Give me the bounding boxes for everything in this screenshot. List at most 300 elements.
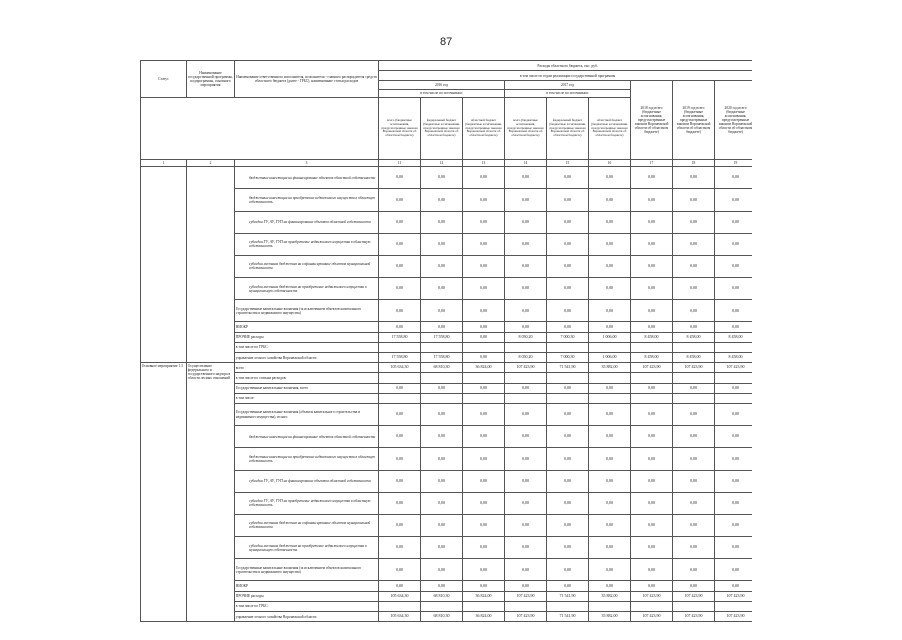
value-cell: 0,00 [463,233,505,255]
value-cell: 0,00 [379,537,421,559]
value-cell: 0,00 [631,448,673,470]
value-cell: 0,00 [379,514,421,536]
value-cell: 0,00 [379,448,421,470]
value-cell: 71 541,90 [547,591,589,601]
column-number: 18 [673,159,715,166]
value-cell [505,342,547,352]
row-label: ПРОЧИЕ расходы [235,591,379,601]
value-cell: 0,00 [421,403,463,425]
value-cell: 0,00 [715,300,753,322]
row-label: в том числе по ГРБС: [235,601,379,611]
budget-table-sheet [140,60,752,626]
value-cell: 0,00 [589,448,631,470]
header-by-year: в том числе по годам реализации государственной программы [379,71,753,81]
value-cell: 0,00 [421,581,463,591]
value-cell: 8 458,00 [673,332,715,342]
value-cell: 0,00 [673,537,715,559]
value-cell: 107 423,90 [631,612,673,622]
value-cell: 0,00 [463,559,505,581]
value-cell: 0,00 [673,300,715,322]
column-number: 17 [631,159,673,166]
value-cell: 0,00 [715,537,753,559]
value-cell: 0,00 [673,278,715,300]
table-row [141,167,753,189]
value-cell: 0,00 [463,581,505,591]
value-cell [379,601,421,611]
value-cell: 8 458,00 [715,332,753,342]
column-number: 11 [379,159,421,166]
value-cell: 71 541,90 [547,363,589,373]
value-cell: 0,00 [505,189,547,211]
header-col-19: 2020 год всего (бюджетные ассигнования, предусмотренные законом Воронежской области об областном бюджете) [715,81,753,160]
value-cell: 0,00 [547,537,589,559]
value-cell: 0,00 [379,403,421,425]
value-cell: 0,00 [463,322,505,332]
row-label: субсидии местным бюджетам на приобретение недвижимого имущества в муниципальную собственность [235,278,379,300]
program-cell-empty [187,167,235,363]
value-cell [589,342,631,352]
value-cell: 0,00 [421,492,463,514]
value-cell: 0,00 [463,426,505,448]
column-number: 1 [141,159,187,166]
value-cell: 0,00 [589,426,631,448]
value-cell: 0,00 [421,255,463,277]
value-cell: 107 423,90 [505,591,547,601]
value-cell: 0,00 [715,581,753,591]
value-cell: 0,00 [505,514,547,536]
value-cell [547,601,589,611]
value-cell: 0,00 [589,211,631,233]
value-cell: 35 882,00 [589,612,631,622]
value-cell: 8 050,20 [505,332,547,342]
value-cell: 0,00 [463,211,505,233]
value-cell: 0,00 [547,470,589,492]
value-cell: 0,00 [547,167,589,189]
value-cell: 0,00 [463,353,505,363]
value-cell: 0,00 [463,514,505,536]
value-cell: 0,00 [505,537,547,559]
value-cell: 0,00 [715,492,753,514]
row-label: бюджетные инвестиции на приобретение недвижимого имущества в областную собственность [235,189,379,211]
value-cell: 0,00 [505,233,547,255]
value-cell: 0,00 [547,403,589,425]
value-cell: 0,00 [715,514,753,536]
value-cell: 0,00 [631,470,673,492]
value-cell [505,373,547,383]
row-label: НИОКР [235,322,379,332]
value-cell: 0,00 [589,403,631,425]
value-cell [505,601,547,611]
value-cell: 0,00 [421,211,463,233]
value-cell: 0,00 [715,448,753,470]
value-cell [379,373,421,383]
header-program: Наименование государственной программы, подпрограммы, основного мероприятия [187,61,235,98]
value-cell: 0,00 [505,470,547,492]
table-row [141,363,753,373]
value-cell: 17 558,80 [379,332,421,342]
value-cell [421,342,463,352]
value-cell: 0,00 [505,167,547,189]
value-cell: 0,00 [673,255,715,277]
row-label: Государственные капитальные вложения (за исключением объектов капитального строительства и недвижимого имущества) [235,559,379,581]
value-cell: 0,00 [379,167,421,189]
row-label: субсидии ГУ, АУ, ГУП на приобретение недвижимого имущества в областную собственность [235,233,379,255]
value-cell: 0,00 [505,426,547,448]
value-cell [421,393,463,403]
value-cell: 107 423,90 [715,591,753,601]
value-cell: 36 824,00 [463,591,505,601]
value-cell: 0,00 [463,255,505,277]
budget-table [140,60,752,622]
header-budget-total: Расходы областного бюджета, тыс. руб. [379,61,753,71]
value-cell [547,373,589,383]
value-cell: 0,00 [715,470,753,492]
value-cell: 0,00 [547,211,589,233]
value-cell: 0,00 [505,255,547,277]
value-cell: 0,00 [589,581,631,591]
value-cell [715,342,753,352]
value-cell: 0,00 [421,322,463,332]
value-cell: 0,00 [463,167,505,189]
value-cell: 0,00 [421,470,463,492]
value-cell: 0,00 [715,403,753,425]
value-cell: 0,00 [505,559,547,581]
column-number: 19 [715,159,753,166]
value-cell [379,393,421,403]
value-cell: 0,00 [379,470,421,492]
value-cell [547,393,589,403]
row-label: субсидии местным бюджетам на приобретение недвижимого имущества в муниципальную собственность [235,537,379,559]
value-cell: 0,00 [715,322,753,332]
value-cell: 0,00 [673,559,715,581]
value-cell [505,393,547,403]
value-cell: 17 558,80 [421,353,463,363]
value-cell: 0,00 [379,322,421,332]
value-cell: 0,00 [547,233,589,255]
row-label: НИОКР [235,581,379,591]
value-cell: 8 458,00 [631,353,673,363]
value-cell: 0,00 [631,559,673,581]
value-cell: 0,00 [421,300,463,322]
value-cell: 0,00 [589,233,631,255]
value-cell: 0,00 [547,278,589,300]
row-label: субсидии ГУ, АУ, ГУП на финансирование объектов областной собственности [235,470,379,492]
value-cell: 7 000,30 [547,332,589,342]
value-cell: 0,00 [421,537,463,559]
value-cell [421,601,463,611]
value-cell: 0,00 [673,470,715,492]
value-cell: 0,00 [673,233,715,255]
value-cell [673,393,715,403]
row-label: всего [235,363,379,373]
column-numbers-row [141,159,753,166]
row-label: субсидии местным бюджетам на софинансирование объектов муниципальной собственности [235,514,379,536]
header-col-17: 2018 год всего (бюджетные ассигнования, предусмотренные законом Воронежской области об областном бюджете) [631,81,673,160]
value-cell: 0,00 [715,255,753,277]
value-cell: 0,00 [505,383,547,393]
row-label: бюджетные инвестиции на приобретение недвижимого имущества в областную собственность [235,448,379,470]
value-cell [379,342,421,352]
value-cell [673,373,715,383]
row-label: в том числе: [235,393,379,403]
value-cell: 107 423,90 [505,363,547,373]
value-cell [547,342,589,352]
value-cell: 0,00 [547,514,589,536]
value-cell: 0,00 [379,211,421,233]
value-cell [589,601,631,611]
value-cell: 0,00 [589,167,631,189]
value-cell: 0,00 [631,581,673,591]
value-cell: 0,00 [463,537,505,559]
value-cell: 0,00 [421,383,463,393]
value-cell: 107 423,90 [631,591,673,601]
column-number: 14 [505,159,547,166]
value-cell: 107 423,90 [673,612,715,622]
value-cell: 0,00 [547,559,589,581]
value-cell: 0,00 [463,403,505,425]
value-cell: 68 810,30 [421,591,463,601]
value-cell: 0,00 [589,559,631,581]
row-label: в том числе по статьям расходов: [235,373,379,383]
value-cell [631,601,673,611]
row-label: Государственные капитальные вложения (объекты капитального строительства и недвижимого имущества), из них: [235,403,379,425]
value-cell: 0,00 [673,383,715,393]
row-label: субсидии ГУ, АУ, ГУП на финансирование объектов областной собственности [235,211,379,233]
header-col-15: федеральный бюджет (бюджетные ассигнования, предусмотренные законом Воронежской области об областном бюджете) [547,97,589,159]
value-cell: 0,00 [673,448,715,470]
row-label: управление лесного хозяйства Воронежской области [235,612,379,622]
row-label: в том числе по ГРБС: [235,342,379,352]
value-cell [463,393,505,403]
value-cell: 0,00 [421,189,463,211]
value-cell: 0,00 [421,559,463,581]
value-cell: 0,00 [463,383,505,393]
value-cell [421,373,463,383]
value-cell: 0,00 [463,470,505,492]
header-sources-2017: в том числе по источникам: [505,89,631,97]
value-cell: 0,00 [505,278,547,300]
value-cell: 0,00 [673,403,715,425]
value-cell: 0,00 [631,322,673,332]
header-col-18: 2019 год всего (бюджетные ассигнования, предусмотренные законом Воронежской области об областном бюджете) [673,81,715,160]
value-cell: 0,00 [673,211,715,233]
value-cell: 107 423,90 [631,363,673,373]
value-cell: 1 006,00 [589,353,631,363]
value-cell: 107 423,90 [673,591,715,601]
value-cell: 0,00 [379,255,421,277]
value-cell: 107 423,90 [715,363,753,373]
value-cell: 0,00 [589,492,631,514]
value-cell: 0,00 [379,559,421,581]
header-col-14: всего (бюджетные ассигнования, предусмотренные законом Воронежской области об областном бюджете) [505,97,547,159]
value-cell: 0,00 [631,189,673,211]
value-cell: 0,00 [379,278,421,300]
value-cell: 7 000,30 [547,353,589,363]
value-cell: 105 634,30 [379,612,421,622]
value-cell: 0,00 [589,255,631,277]
row-label: субсидии местным бюджетам на софинансирование объектов муниципальной собственности [235,255,379,277]
value-cell: 0,00 [379,426,421,448]
value-cell: 0,00 [715,426,753,448]
value-cell: 0,00 [547,255,589,277]
value-cell: 8 458,00 [715,353,753,363]
header-status: Статус [141,61,187,98]
value-cell: 0,00 [673,189,715,211]
value-cell: 0,00 [631,492,673,514]
value-cell [589,393,631,403]
value-cell: 0,00 [547,300,589,322]
value-cell: 35 882,00 [589,591,631,601]
value-cell [715,393,753,403]
value-cell: 0,00 [505,322,547,332]
column-number: 16 [589,159,631,166]
value-cell: 0,00 [631,537,673,559]
value-cell: 0,00 [631,383,673,393]
row-label: бюджетные инвестиции на финансирование объектов областной собственности [235,167,379,189]
value-cell: 0,00 [715,167,753,189]
value-cell: 0,00 [421,426,463,448]
column-number: 2 [187,159,235,166]
value-cell [673,601,715,611]
value-cell: 0,00 [547,426,589,448]
value-cell: 0,00 [631,426,673,448]
value-cell: 0,00 [379,233,421,255]
value-cell: 0,00 [589,383,631,393]
value-cell: 105 634,30 [379,363,421,373]
value-cell: 0,00 [463,300,505,322]
value-cell: 0,00 [547,581,589,591]
value-cell [631,373,673,383]
value-cell: 0,00 [589,537,631,559]
value-cell: 0,00 [379,492,421,514]
value-cell [463,342,505,352]
value-cell: 0,00 [631,211,673,233]
row-label: управление лесного хозяйства Воронежской области [235,353,379,363]
value-cell: 36 824,00 [463,363,505,373]
value-cell: 0,00 [715,189,753,211]
value-cell: 0,00 [631,403,673,425]
value-cell: 0,00 [631,255,673,277]
value-cell: 0,00 [421,233,463,255]
value-cell: 0,00 [463,492,505,514]
value-cell: 0,00 [715,383,753,393]
value-cell: 0,00 [421,448,463,470]
value-cell: 0,00 [589,322,631,332]
value-cell [715,601,753,611]
value-cell: 105 634,30 [379,591,421,601]
value-cell: 0,00 [463,278,505,300]
value-cell: 0,00 [589,189,631,211]
value-cell [673,342,715,352]
value-cell: 0,00 [547,189,589,211]
header-col-16: областной бюджет (бюджетные ассигнования, предусмотренные законом Воронежской области об областном бюджете) [589,97,631,159]
value-cell: 0,00 [379,300,421,322]
value-cell: 0,00 [589,514,631,536]
value-cell: 0,00 [631,167,673,189]
value-cell: 0,00 [589,300,631,322]
value-cell: 0,00 [673,492,715,514]
status-cell-empty [141,167,187,363]
column-number: 12 [421,159,463,166]
value-cell: 68 810,30 [421,363,463,373]
value-cell: 0,00 [379,383,421,393]
value-cell: 0,00 [631,300,673,322]
value-cell: 0,00 [505,492,547,514]
value-cell: 0,00 [673,322,715,332]
value-cell: 0,00 [505,581,547,591]
header-col-11: всего (бюджетные ассигнования, предусмотренные законом Воронежской области об областном бюджете) [379,97,421,159]
value-cell: 107 423,90 [505,612,547,622]
value-cell: 0,00 [421,514,463,536]
value-cell: 0,00 [673,581,715,591]
row-label: субсидии ГУ, АУ, ГУП на приобретение недвижимого имущества в областную собственность [235,492,379,514]
value-cell: 0,00 [505,211,547,233]
header-executor: Наименование ответственного исполнителя, исполнителя - главного распорядителя средств областного бюджета (далее - ГРБС), наименование статьи расходов [235,61,379,98]
value-cell [463,601,505,611]
value-cell: 0,00 [379,189,421,211]
status-cell: Основное мероприятие 1.3 [141,363,187,622]
value-cell: 68 810,30 [421,612,463,622]
value-cell: 1 006,00 [589,332,631,342]
value-cell: 0,00 [505,403,547,425]
header-year-2017: 2017 год [505,81,631,89]
value-cell: 17 558,80 [379,353,421,363]
value-cell: 0,00 [715,559,753,581]
value-cell: 0,00 [463,189,505,211]
value-cell: 0,00 [547,322,589,332]
header-spacer [141,97,379,159]
header-col-12: федеральный бюджет (бюджетные ассигнования, предусмотренные законом Воронежской области об областном бюджете) [421,97,463,159]
value-cell: 0,00 [715,278,753,300]
value-cell: 36 824,00 [463,612,505,622]
value-cell: 0,00 [379,581,421,591]
value-cell: 17 558,80 [421,332,463,342]
value-cell: 8 458,00 [631,332,673,342]
value-cell [631,342,673,352]
value-cell: 0,00 [547,492,589,514]
header-sources-2016: в том числе по источникам: [379,89,505,97]
value-cell: 0,00 [505,300,547,322]
page-number: 87 [440,36,453,48]
value-cell: 35 882,00 [589,363,631,373]
value-cell: 8 458,00 [673,353,715,363]
value-cell [463,373,505,383]
value-cell: 0,00 [505,448,547,470]
value-cell: 0,00 [421,278,463,300]
value-cell: 0,00 [715,211,753,233]
value-cell: 0,00 [715,233,753,255]
value-cell: 0,00 [421,167,463,189]
value-cell: 0,00 [547,448,589,470]
row-label: ПРОЧИЕ расходы [235,332,379,342]
value-cell: 0,00 [673,426,715,448]
value-cell: 107 423,90 [673,363,715,373]
value-cell: 0,00 [589,470,631,492]
value-cell: 0,00 [463,332,505,342]
value-cell: 8 050,20 [505,353,547,363]
value-cell: 71 541,90 [547,612,589,622]
column-number: 3 [235,159,379,166]
column-number: 13 [463,159,505,166]
value-cell: 0,00 [631,278,673,300]
value-cell: 0,00 [673,167,715,189]
value-cell [589,373,631,383]
value-cell: 0,00 [631,233,673,255]
header-col-13: областной бюджет (бюджетные ассигнования, предусмотренные законом Воронежской области об областном бюджете) [463,97,505,159]
column-number: 15 [547,159,589,166]
value-cell: 0,00 [463,448,505,470]
row-label: бюджетные инвестиции на финансирование объектов областной собственности [235,426,379,448]
